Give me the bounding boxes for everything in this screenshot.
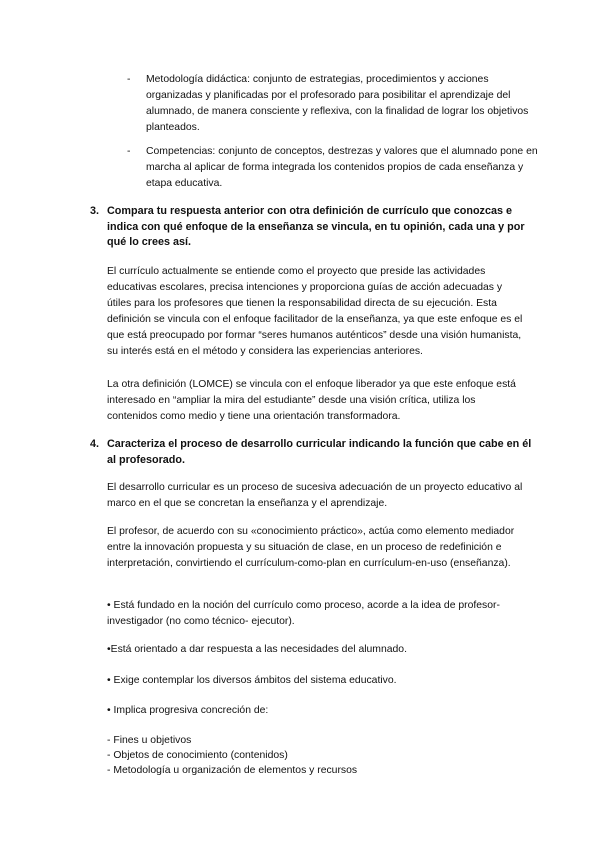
list-item: - Fines u objetivos xyxy=(107,735,192,746)
list-item: - Objetos de conocimiento (contenidos) xyxy=(107,750,288,761)
answer-4-paragraph-1: El desarrollo curricular es un proceso de sucesiva adecuación de un proyecto educativo al marco en el que se concretan la enseñanza y el aprendizaje. xyxy=(107,482,523,509)
answer-4-paragraph-2: El profesor, de acuerdo con su «conocimiento práctico», actúa como elemento mediador entre la innovación propuesta y su situación de clase, en un proceso de redefinición e interpretación, convirtiendo el currículum-como-plan en currículum-en-uso (enseñanza). xyxy=(107,526,515,569)
bullet-scopes: • Exige contemplar los diversos ámbitos del sistema educativo. xyxy=(107,675,397,686)
question-text: Caracteriza el proceso de desarrollo curricular indicando la función que cabe en él al profesorado. xyxy=(107,438,532,466)
bullet-process: • Está fundado en la noción del currículo como proceso, acorde a la idea de profesor- investigador (no como técnico- ejecutor). xyxy=(107,600,500,627)
list-item: - Metodología u organización de elementos y recursos xyxy=(107,765,358,776)
definition-text: Competencias: conjunto de conceptos, destrezas y valores que el alumnado pone en marcha al aplicar de forma integrada los contenidos propios de cada enseñanza y etapa educativa. xyxy=(146,146,538,189)
question-number: 3. xyxy=(90,205,100,217)
definition-text: Metodología didáctica: conjunto de estrategias, procedimientos y acciones organizadas y planificadas por el profesorado para posibilitar el aprendizaje del alumnado, de manera consciente y reflexiva, con la finalidad de lograr los objetivos planteados. xyxy=(146,74,529,133)
bullet-needs: •Está orientado a dar respuesta a las necesidades del alumnado. xyxy=(107,644,407,655)
answer-3-paragraph-2: La otra definición (LOMCE) se vincula con el enfoque liberador ya que este enfoque está interesado en “ampliar la mira del estudiante” desde una visión crítica, utiliza los contenidos como medio y tiene una orientación transformadora. xyxy=(107,379,516,422)
answer-3-paragraph-1: El currículo actualmente se entiende como el proyecto que preside las actividades educativas escolares, precisa intenciones y proporciona guías de acción adecuadas y útiles para los profesores que tienen la responsabilidad directa de su ejecución. Esta definición se vincula con el enfoque facilitador de la enseñanza, ya que este enfoque es el que está preocupado por formar “seres humanos auténticos” desde una visión humanista, su interés está en el método y considera las experiencias anteriores. xyxy=(107,266,523,357)
dash-marker: - xyxy=(127,146,131,157)
question-text: Compara tu respuesta anterior con otra definición de currículo que conozcas e indica con qué enfoque de la enseñanza se vincula, en tu opinión, cada una y por qué lo crees así. xyxy=(107,205,525,248)
bullet-concretion: • Implica progresiva concreción de: xyxy=(107,705,269,716)
dash-marker: - xyxy=(127,74,131,85)
question-number: 4. xyxy=(90,438,100,450)
